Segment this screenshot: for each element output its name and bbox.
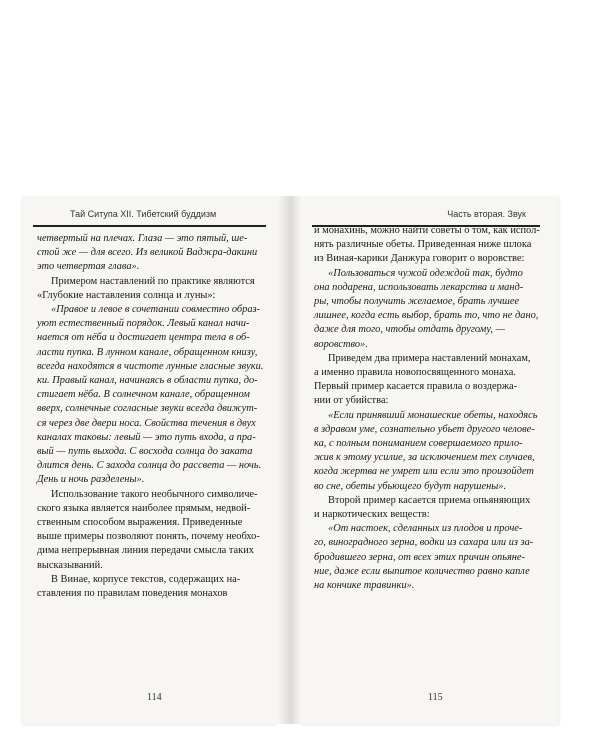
running-header-right: Часть вторая. Звук bbox=[447, 209, 526, 219]
text-line: во сне, обеты убьющего будут нарушены». bbox=[314, 480, 507, 492]
text-line: ние, даже если выпитое количество равно капле bbox=[314, 565, 530, 577]
text-line: стой же — для всего. Из великой Ваджра-дакини bbox=[37, 247, 258, 259]
text-line: всегда находятся в чистоте лунные гласные звуки. bbox=[37, 360, 264, 372]
text-line: Примером наставлений по практике являются bbox=[51, 275, 255, 287]
text-line: стигает нёба. В солнечном канале, обращенном bbox=[37, 389, 250, 401]
header-rule-left bbox=[33, 225, 266, 227]
text-line: и наркотических веществ: bbox=[314, 509, 430, 521]
text-line: и монахинь, можно найти советы о том, как испол- bbox=[314, 225, 540, 236]
right-page-body bbox=[314, 224, 540, 593]
text-line: выше примеры позволяют понять, почему необхо- bbox=[37, 531, 260, 543]
text-line: Второй пример касается приема опьяняющих bbox=[328, 494, 531, 506]
text-line: в здравом уме, сознательно убьет другого челове- bbox=[314, 423, 535, 435]
text-line: даже для того, чтобы отдать другому, — bbox=[314, 324, 505, 336]
text-line: нается от нёба и достигает центра тела в об- bbox=[37, 332, 250, 344]
text-line: В Винае, корпусе текстов, содержащих на- bbox=[51, 573, 241, 585]
book-gutter bbox=[278, 196, 300, 724]
text-line: высказываний. bbox=[37, 559, 103, 571]
text-line: ского языка является наиболее прямым, недвой- bbox=[37, 502, 251, 514]
text-line: она подарена, использовать лекарства и манд- bbox=[314, 281, 524, 293]
text-line: го, виноградного зерна, водки из сахара или из за- bbox=[314, 537, 534, 549]
text-line: когда жертва не умрет или если это произойдет bbox=[314, 466, 534, 478]
text-line: это четвертая глава». bbox=[37, 261, 140, 273]
text-line: ся через две двери носа. Свойства течения в двух bbox=[37, 417, 256, 429]
text-line: ставления по правилам поведения монахов bbox=[37, 588, 228, 600]
left-page-body bbox=[37, 232, 266, 601]
text-line: четвертый на плечах. Глаза — это пятый, ше- bbox=[37, 233, 248, 244]
text-line: День и ночь разделены». bbox=[37, 474, 145, 486]
page-number-left: 114 bbox=[147, 692, 162, 703]
text-line: ка, с полным пониманием совершаемого прило- bbox=[314, 438, 523, 450]
text-line: воровство». bbox=[314, 338, 368, 350]
text-line: «Глубокие наставления солнца и луны»: bbox=[37, 289, 216, 301]
left-page bbox=[23, 196, 278, 724]
page-number-right: 115 bbox=[428, 692, 443, 703]
text-line: а именно правила новопосвященного монаха. bbox=[314, 367, 516, 379]
text-line: каналах таковы: левый — это путь входа, а пра- bbox=[37, 431, 256, 443]
text-line: на кончике травинки». bbox=[314, 580, 415, 592]
text-line: лишнее, когда есть выбор, брать то, что не дано, bbox=[314, 310, 539, 322]
text-line: дима непрерывная линия передачи смысла таких bbox=[37, 545, 254, 557]
text-line: длится день. С захода солнца до рассвета — ночь. bbox=[37, 460, 262, 472]
text-line: «Правое и левое в сочетании совместно образ- bbox=[51, 304, 261, 316]
text-line: «Если принявший монашеские обеты, находясь bbox=[328, 409, 538, 421]
text-line: ласти пупка. В лунном канале, обращенном книзу, bbox=[37, 346, 258, 358]
text-line: «От настоек, сделанных из плодов и проче- bbox=[328, 523, 523, 535]
text-line: Использование такого необычного символиче- bbox=[51, 488, 258, 500]
text-line: вый — путь выхода. С восхода солнца до заката bbox=[37, 446, 253, 458]
text-line: вверх, солнечные согласные звуки всегда движут- bbox=[37, 403, 258, 415]
running-header-left: Тай Ситупа XII. Тибетский буддизм bbox=[70, 209, 217, 219]
right-page bbox=[300, 196, 558, 724]
text-line: из Виная-карики Данжура говорит о воровстве: bbox=[314, 253, 525, 265]
text-line: ры, чтобы получить желаемое, брать лучшее bbox=[314, 296, 520, 308]
text-line: жив к этому усилие, за исключением тех случаев, bbox=[314, 452, 535, 464]
text-line: уют естественный порядок. Левый канал начи- bbox=[37, 318, 250, 330]
text-line: ки. Правый канал, начинаясь в области пупка, до- bbox=[37, 375, 258, 387]
text-line: «Пользоваться чужой одеждой так, будто bbox=[328, 267, 523, 279]
text-line: нии от убийства: bbox=[314, 395, 389, 407]
text-line: ственным способом выражения. Приведенные bbox=[37, 517, 243, 529]
text-line: бродившего зерна, от всех этих причин опьяне- bbox=[314, 551, 525, 563]
text-line: Приведем два примера наставлений монахам, bbox=[328, 352, 531, 364]
text-line: нять различные обеты. Приведенная ниже шлока bbox=[314, 239, 532, 251]
text-line: Первый пример касается правила о воздержа- bbox=[314, 381, 518, 393]
